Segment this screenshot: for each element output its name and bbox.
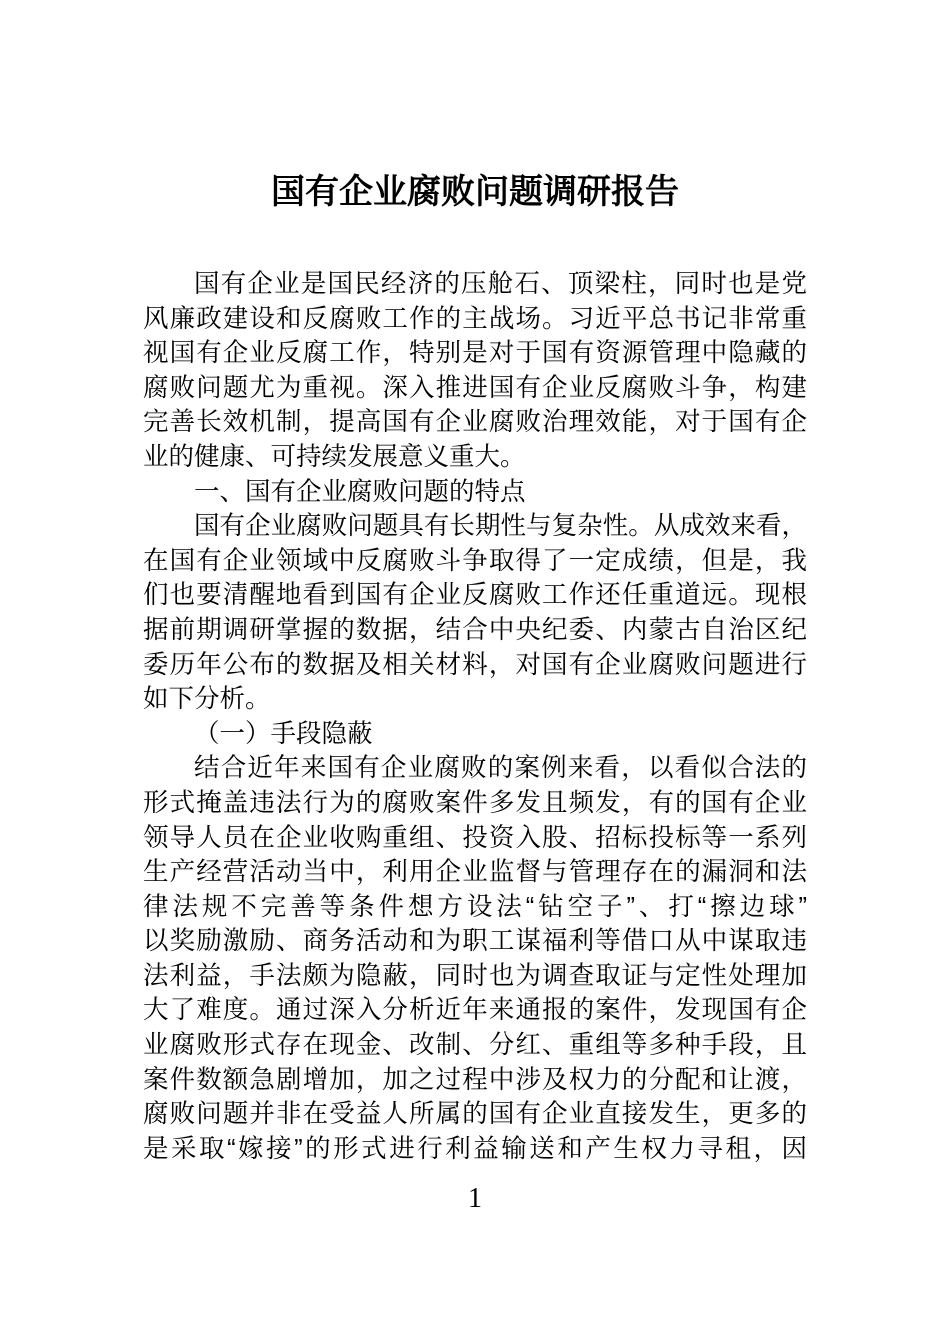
text-line: 案件数额急剧增加，加之过程中涉及权力的分配和让渡， <box>143 1065 807 1094</box>
text-line: 以奖励激励、商务活动和为职工谋福利等借口从中谋取违 <box>143 927 807 956</box>
text-line: 生产经营活动当中，利用企业监督与管理存在的漏洞和法 <box>143 858 807 887</box>
text-line: 完善长效机制，提高国有企业腐败治理效能，对于国有企 <box>143 408 807 437</box>
text-line: 们也要清醒地看到国有企业反腐败工作还任重道远。现根 <box>143 581 807 610</box>
text-line: 业腐败形式存在现金、改制、分红、重组等多种手段，且 <box>143 1031 807 1060</box>
section-heading: 一、国有企业腐败问题的特点 <box>194 477 526 506</box>
text-line: 视国有企业反腐工作，特别是对于国有资源管理中隐藏的 <box>143 339 807 368</box>
text-line: 形式掩盖违法行为的腐败案件多发且频发，有的国有企业 <box>143 788 807 817</box>
text-line: 风廉政建设和反腐败工作的主战场。习近平总书记非常重 <box>143 304 807 333</box>
document-body <box>143 267 807 1166</box>
document-title: 国有企业腐败问题调研报告 <box>271 173 679 211</box>
text-line: 国有企业是国民经济的压舱石、顶梁柱，同时也是党 <box>194 270 807 298</box>
text-line: 业的健康、可持续发展意义重大。 <box>143 442 526 471</box>
text-line: 据前期调研掌握的数据，结合中央纪委、内蒙古自治区纪 <box>143 615 807 644</box>
text-line: 是采取“嫁接”的形式进行利益输送和产生权力寻租，因 <box>143 1134 807 1163</box>
text-line: 结合近年来国有企业腐败的案例来看，以看似合法的 <box>194 754 807 783</box>
text-line: 腐败问题并非在受益人所属的国有企业直接发生，更多的 <box>143 1100 807 1129</box>
text-line: 领导人员在企业收购重组、投资入股、招标投标等一系列 <box>143 823 807 852</box>
text-line: 委历年公布的数据及相关材料，对国有企业腐败问题进行 <box>143 650 807 679</box>
text-line: 腐败问题尤为重视。深入推进国有企业反腐败斗争，构建 <box>143 373 807 402</box>
text-line: 国有企业腐败问题具有长期性与复杂性。从成效来看， <box>194 512 807 541</box>
text-line: 如下分析。 <box>143 685 271 714</box>
subsection-heading: （一）手段隐蔽 <box>194 719 373 748</box>
page-number: 1 <box>468 1183 482 1214</box>
text-line: 法利益，手法颇为隐蔽，同时也为调查取证与定性处理加 <box>143 961 807 990</box>
text-line: 在国有企业领域中反腐败斗争取得了一定成绩，但是，我 <box>143 546 807 575</box>
text-line: 大了难度。通过深入分析近年来通报的案件，发现国有企 <box>143 996 807 1025</box>
text-line: 律法规不完善等条件想方设法“钻空子”、打“擦边球” <box>143 892 807 921</box>
